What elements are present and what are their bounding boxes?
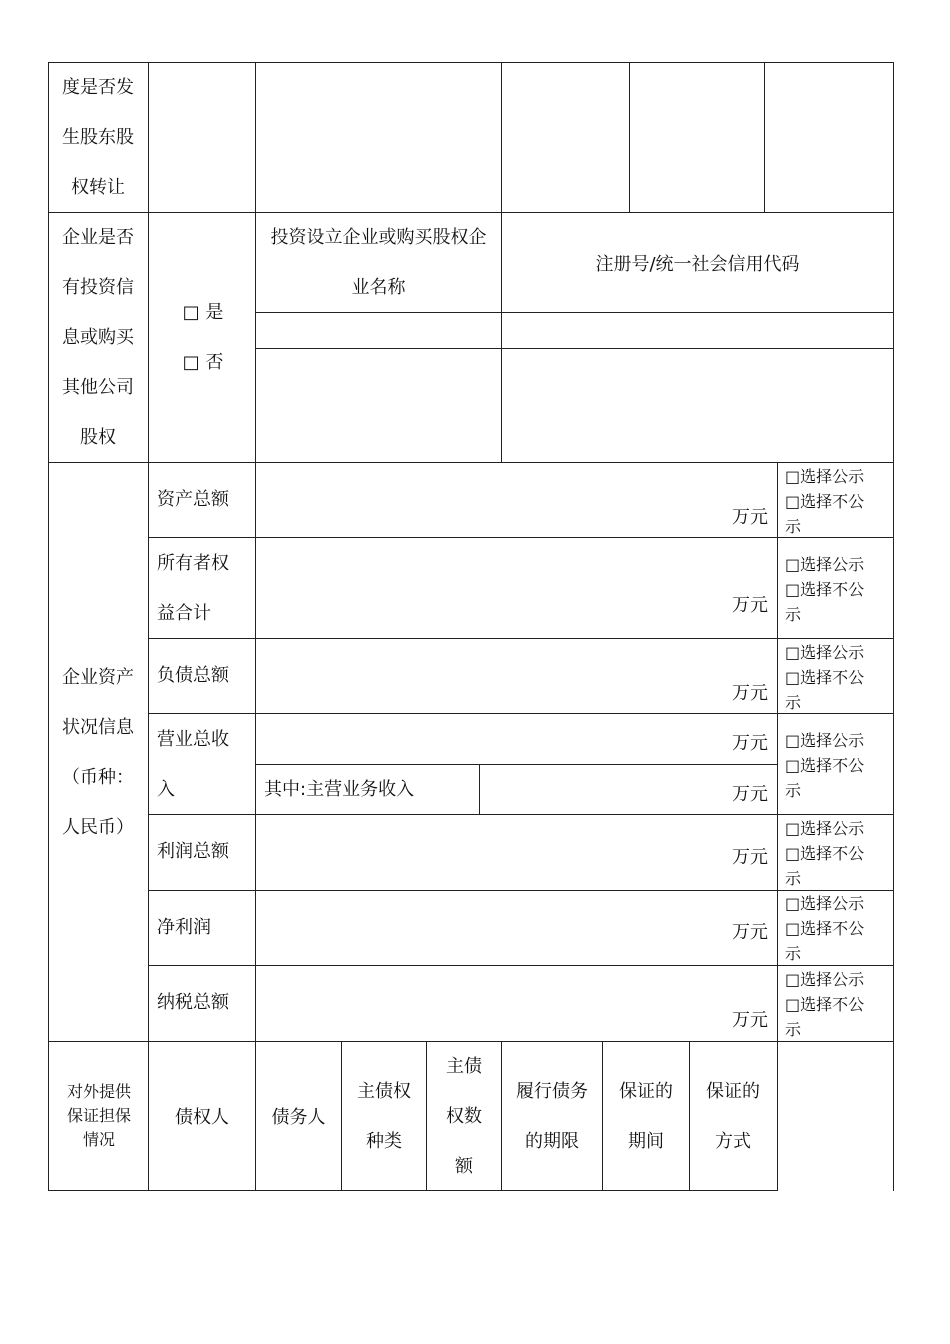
debt-term-header: 履行债务的期限 bbox=[516, 1081, 588, 1152]
disclose-private-option[interactable]: □选择不公示 bbox=[785, 756, 865, 800]
unit-label: 万元 bbox=[732, 847, 768, 868]
assets-section-label: 企业资产状况信息（币种：人民币） bbox=[62, 667, 134, 838]
investment-label: 企业是否有投资信息或购买其他公司股权 bbox=[62, 227, 134, 448]
unit-label: 万元 bbox=[732, 683, 768, 704]
owner-equity-input[interactable] bbox=[256, 538, 776, 638]
asset-total-label: 资产总额 bbox=[157, 489, 229, 510]
profit-total-label: 利润总额 bbox=[157, 841, 229, 862]
main-claim-amount-header: 主债权数额 bbox=[446, 1056, 482, 1177]
disclose-public-option[interactable]: □选择公示 bbox=[785, 894, 865, 913]
disclose-public-option[interactable]: □选择公示 bbox=[785, 970, 865, 989]
guarantee-period-header: 保证的期间 bbox=[619, 1081, 673, 1152]
disclose-private-option[interactable]: □选择不公示 bbox=[785, 492, 865, 536]
profit-total-input[interactable] bbox=[256, 815, 776, 890]
disclose-public-option[interactable]: □选择公示 bbox=[785, 731, 865, 750]
main-claim-type-header: 主债权种类 bbox=[357, 1081, 411, 1152]
owner-equity-label: 所有者权益合计 bbox=[157, 553, 229, 624]
liability-total-label: 负债总额 bbox=[157, 665, 229, 686]
disclose-public-option[interactable]: □选择公示 bbox=[785, 467, 865, 486]
asset-total-input[interactable] bbox=[256, 463, 776, 537]
unit-label: 万元 bbox=[732, 922, 768, 943]
creditor-header: 债权人 bbox=[175, 1107, 229, 1128]
revenue-total-label: 营业总收入 bbox=[157, 729, 229, 800]
investment-code-header: 注册号/统一社会信用代码 bbox=[595, 253, 800, 275]
disclose-private-option[interactable]: □选择不公示 bbox=[785, 919, 865, 963]
unit-label: 万元 bbox=[732, 507, 768, 528]
guarantee-method-header: 保证的方式 bbox=[706, 1081, 760, 1152]
disclose-public-option[interactable]: □选择公示 bbox=[785, 555, 865, 574]
unit-label: 万元 bbox=[732, 595, 768, 616]
unit-label: 万元 bbox=[732, 733, 768, 754]
disclose-private-option[interactable]: □选择不公示 bbox=[785, 580, 865, 624]
unit-label: 万元 bbox=[732, 784, 768, 805]
unit-label: 万元 bbox=[732, 1010, 768, 1031]
debtor-header: 债务人 bbox=[271, 1107, 326, 1128]
tax-total-label: 纳税总额 bbox=[157, 992, 229, 1013]
disclose-private-option[interactable]: □选择不公示 bbox=[785, 668, 865, 712]
net-profit-label: 净利润 bbox=[157, 917, 211, 938]
revenue-total-input[interactable] bbox=[256, 714, 776, 764]
net-profit-input[interactable] bbox=[256, 891, 776, 965]
investment-option-yes[interactable]: □ 是 bbox=[182, 302, 224, 323]
main-business-label: 其中:主营业务收入 bbox=[264, 779, 415, 800]
disclose-public-option[interactable]: □选择公示 bbox=[785, 643, 865, 662]
guarantee-section-label: 对外提供保证担保情况 bbox=[66, 1082, 131, 1149]
disclose-private-option[interactable]: □选择不公示 bbox=[785, 844, 865, 888]
disclose-private-option[interactable]: □选择不公示 bbox=[785, 995, 865, 1039]
disclose-public-option[interactable]: □选择公示 bbox=[785, 819, 865, 838]
equity-transfer-label: 度是否发生股东股权转让 bbox=[62, 77, 134, 198]
investment-option-no[interactable]: □ 否 bbox=[182, 352, 224, 373]
investment-name-header: 投资设立企业或购买股权企业名称 bbox=[270, 227, 487, 298]
liability-total-input[interactable] bbox=[256, 639, 776, 713]
tax-total-input[interactable] bbox=[256, 966, 776, 1041]
